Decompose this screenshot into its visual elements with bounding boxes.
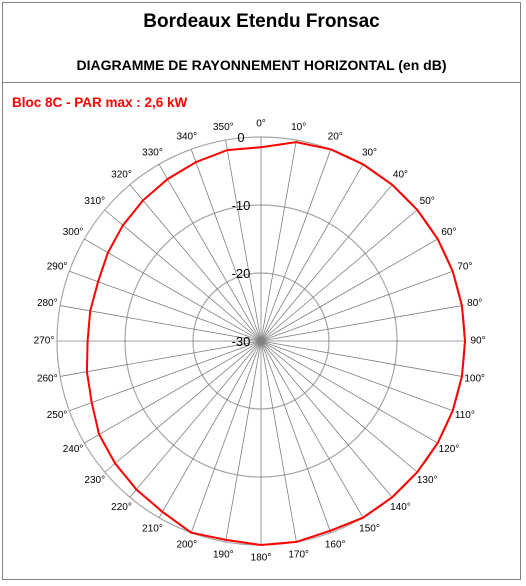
angular-tick-label: 310° [84, 196, 106, 208]
radial-tick-label: -30 [231, 334, 251, 349]
angular-tick-label: 100° [464, 373, 486, 385]
angular-tick-label: 130° [416, 475, 438, 487]
chart-subtitle: DIAGRAMME DE RAYONNEMENT HORIZONTAL (en dB) [76, 57, 447, 73]
angular-tick-label: 340° [176, 131, 198, 143]
angular-tick-label: 80° [467, 297, 483, 309]
angular-tick-label: 220° [111, 501, 132, 513]
angular-tick-label: 180° [250, 552, 272, 564]
angular-tick-label: 110° [454, 409, 475, 421]
angular-tick-label: 170° [288, 549, 310, 561]
chart-title: Bordeaux Etendu Fronsac [143, 11, 380, 32]
angular-tick-label: 40° [392, 169, 409, 181]
angular-tick-label: 0° [256, 118, 266, 130]
angular-tick-label: 320° [111, 169, 132, 181]
angular-tick-label: 270° [33, 335, 55, 347]
angular-tick-label: 20° [327, 131, 343, 143]
angular-tick-label: 240° [62, 444, 84, 456]
angular-tick-label: 300° [62, 227, 84, 239]
angular-tick-label: 90° [470, 335, 486, 347]
angular-tick-label: 150° [359, 523, 380, 535]
angular-tick-label: 230° [84, 475, 106, 487]
angular-tick-label: 330° [142, 147, 163, 159]
angular-tick-label: 70° [457, 261, 473, 273]
angular-tick-label: 210° [142, 523, 163, 535]
angular-tick-label: 30° [361, 147, 378, 159]
angular-tick-label: 10° [291, 121, 307, 133]
angular-tick-label: 160° [324, 539, 346, 551]
angular-tick-label: 280° [36, 297, 58, 309]
angular-tick-label: 190° [212, 549, 234, 561]
angular-tick-label: 50° [419, 196, 435, 208]
angular-tick-label: 250° [46, 409, 68, 421]
angular-tick-label: 350° [212, 121, 234, 133]
angular-tick-label: 140° [390, 501, 411, 513]
radial-tick-label: 0 [237, 130, 245, 145]
angular-tick-label: 290° [46, 261, 68, 273]
radial-tick-label: -10 [231, 198, 251, 213]
radial-tick-label: -20 [231, 266, 251, 281]
angular-tick-label: 60° [441, 227, 457, 239]
angular-tick-label: 120° [438, 444, 460, 456]
series-label: Bloc 8C - PAR max : 2,6 kW [12, 95, 188, 110]
angular-tick-label: 260° [36, 373, 58, 385]
angular-tick-label: 200° [176, 539, 198, 551]
